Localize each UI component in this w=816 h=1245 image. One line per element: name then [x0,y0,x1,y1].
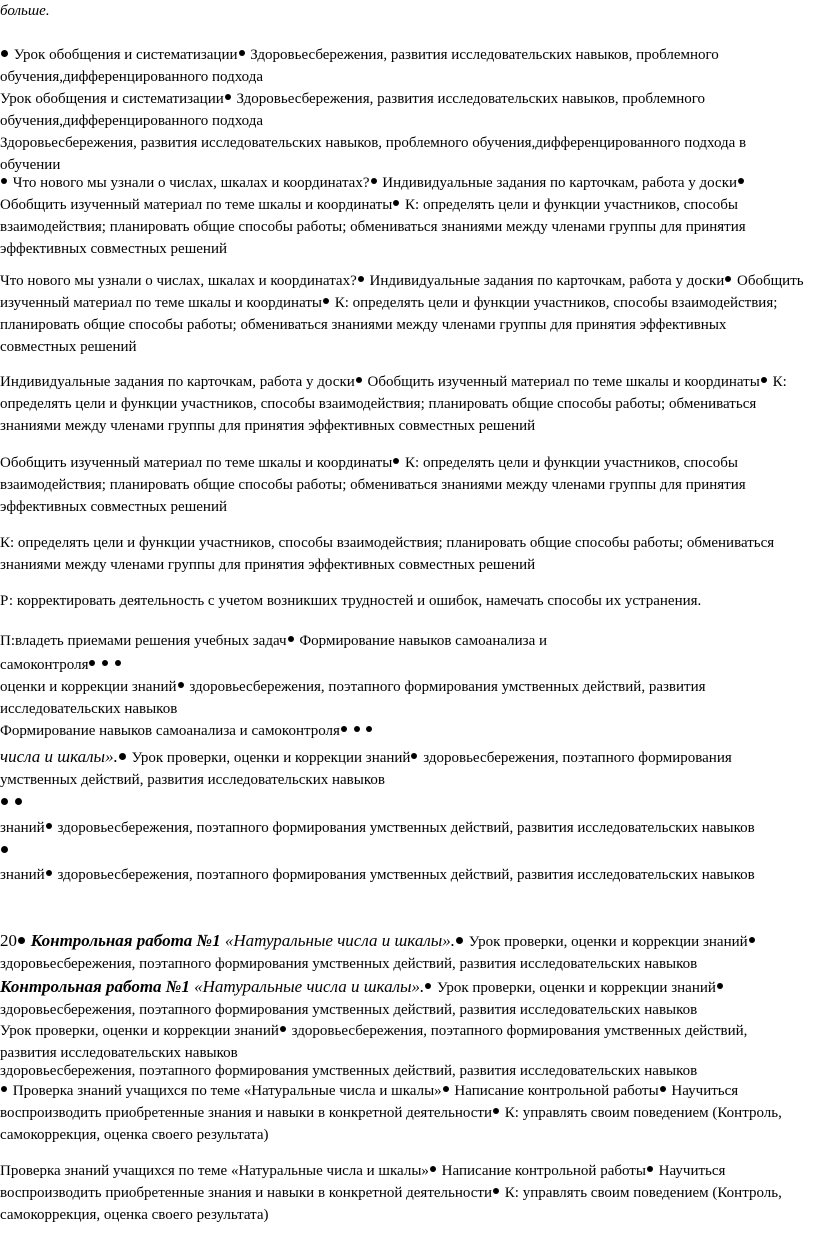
paragraph [0,270,804,358]
bullet-icon [1,178,7,184]
bullet-icon [119,753,126,760]
text: Формирование навыков самоанализа и [299,633,548,649]
paragraph [0,720,804,742]
bullet-icon [102,660,108,666]
text: Что нового мы узнали о числах, шкалах и координатах? [0,273,357,289]
text: оценки и коррекции знаний [0,679,177,695]
text: Обобщить изученный материал по теме шкалы и координаты [0,273,804,311]
paragraph [0,1020,804,1064]
bullet-icon [341,726,347,732]
text: П:владеть приемами решения учебных задач [0,633,287,649]
text: К: определять цели и функции участников, способы взаимодействия; планировать общие способы работы; обмениваться знаниями между членами группы для принятия эффективных совместных решений [0,374,787,434]
text: Контрольная работа №1 [0,977,190,996]
text: Обобщить изученный материал по теме шкалы и координаты [367,374,760,390]
text: самоконтроля [0,657,89,673]
text: Здоровьесбережения, развития исследовательских навыков, проблемного обучения,дифференцированного подхода [0,91,706,129]
bullet-icon [443,1086,449,1092]
text: Урок проверки, оценки и коррекции знаний [468,934,748,950]
text: здоровьесбережения, поэтапного формирования умственных действий, развития исследовательских навыков [0,1002,698,1018]
paragraph [0,930,804,975]
bullet-icon [225,94,231,100]
text: Написание контрольной работы [454,1083,659,1099]
paragraph [0,88,804,132]
text: Урок проверки, оценки и коррекции знаний [437,980,716,996]
text: Формирование навыков самоанализа и самоконтроля [0,723,340,739]
paragraph [0,840,804,862]
text: К: управлять своим поведением (Контроль, самокоррекция, оценка своего результата) [0,1185,782,1223]
text: Обобщить изученный материал по теме шкалы и координаты [0,197,393,213]
paragraph [0,864,804,886]
bullet-icon [393,200,399,206]
text: К: определять цели и функции участников, способы взаимодействия; планировать общие способы работы; обмениваться знаниями между членами группы для принятия эффективных совместных решений [0,455,746,515]
bullet-icon [430,1166,436,1172]
bullet-icon [456,937,463,944]
bullet-icon [15,798,22,805]
paragraph [0,532,804,576]
paragraph [0,746,804,791]
row-number: 20 [0,931,17,950]
bullet-icon [749,937,755,943]
bullet-icon [393,458,399,464]
text: знаний [0,820,45,836]
text: здоровьесбережения, поэтапного формирования умственных действий, развития исследовательских навыков [0,1023,748,1061]
text: Здоровьесбережения, развития исследовательских навыков, проблемного обучения,дифференцированного подхода в обучении [0,135,747,173]
text: Научиться воспроизводить приобретенные знания и навыки в конкретной деятельности [0,1163,726,1201]
bullet-icon [493,1188,499,1194]
text: К: определять цели и функции участников, способы взаимодействия; планировать общие способы работы; обмениваться знаниями между членами группы для принятия эффективных совместных решений [0,535,775,573]
paragraph [0,44,804,88]
paragraph [0,371,804,437]
bullet-icon [1,798,8,805]
bullet-icon [366,726,372,732]
bullet-icon [358,276,364,282]
bullet-icon [239,50,245,56]
bullet-icon [1,1086,7,1092]
text: здоровьесбережения, поэтапного формирования умственных действий, развития исследовательских навыков [0,679,706,717]
text: К: определять цели и функции участников, способы взаимодействия; планировать общие способы работы; обмениваться знаниями между членами группы для принятия эффективных совместных решений [0,197,746,257]
text: знаний [0,867,45,883]
paragraph [0,976,804,1021]
bullet-icon [323,298,329,304]
bullet-icon [717,983,723,989]
bullet-icon [89,660,95,666]
bullet-icon [425,983,431,989]
text: «Натуральные числа и шкалы». [220,931,456,950]
text: числа и шкалы». [0,747,118,766]
text: К: определять цели и функции участников, способы взаимодействия; планировать общие способы работы; обмениваться знаниями между членами группы для принятия эффективных совместных решений [0,295,778,355]
bullet-icon [288,636,294,642]
bullet-icon [46,870,52,876]
bullet-icon [354,726,360,732]
text: Здоровьесбережения, развития исследовательских навыков, проблемного обучения,дифференцированного подхода [0,47,719,85]
bullet-icon [647,1166,653,1172]
text: Научиться воспроизводить приобретенные знания и навыки в конкретной деятельности [0,1083,739,1121]
text: больше. [0,3,50,19]
bullet-icon [178,682,184,688]
bullet-icon [1,846,8,853]
bullet-icon [356,377,362,383]
text: Индивидуальные задания по карточкам, работа у доски [369,273,725,289]
text: Написание контрольной работы [441,1163,646,1179]
text: Что нового мы узнали о числах, шкалах и координатах? [12,175,370,191]
paragraph [0,1080,804,1146]
paragraph [0,590,804,612]
paragraph [0,172,804,260]
paragraph [0,817,804,839]
text: здоровьесбережения, поэтапного формирования умственных действий, развития исследовательских навыков [0,750,732,788]
bullet-icon [1,50,8,57]
paragraph-ending [0,0,804,22]
text: Проверка знаний учащихся по теме «Натуральные числа и шкалы» [0,1163,429,1179]
text: Урок обобщения и систематизации [13,47,238,63]
text: Урок проверки, оценки и коррекции знаний [0,1023,279,1039]
text: здоровьесбережения, поэтапного формирования умственных действий, развития исследовательских навыков [57,867,755,883]
bullet-icon [280,1026,286,1032]
text: здоровьесбережения, поэтапного формирования умственных действий, развития исследовательских навыков [57,820,755,836]
bullet-icon [725,276,731,282]
paragraph [0,452,804,518]
text: Индивидуальные задания по карточкам, работа у доски [0,374,355,390]
text: Обобщить изученный материал по теме шкалы и координаты [0,455,393,471]
paragraph [0,1060,804,1082]
text: здоровьесбережения, поэтапного формирования умственных действий, развития исследовательских навыков [0,956,698,972]
bullet-icon [46,823,52,829]
bullet-icon [18,937,25,944]
text: «Натуральные числа и шкалы». [189,977,425,996]
text: К: управлять своим поведением (Контроль, самокоррекция, оценка своего результата) [0,1105,782,1143]
paragraph [0,676,804,720]
paragraph [0,132,804,176]
bullet-icon [115,660,121,666]
text: здоровьесбережения, поэтапного формирования умственных действий, развития исследовательских навыков [0,1063,698,1079]
bullet-icon [660,1086,666,1092]
bullet-icon [738,178,744,184]
bullet-icon [761,377,767,383]
text: Урок проверки, оценки и коррекции знаний [131,750,411,766]
bullet-icon [371,178,377,184]
text: Р: корректировать деятельность с учетом возникших трудностей и ошибок, намечать способы их устранения. [0,593,702,609]
paragraph [0,1160,804,1226]
paragraph [0,792,804,814]
text: Индивидуальные задания по карточкам, работа у доски [382,175,738,191]
paragraph [0,630,804,652]
bullet-icon [411,753,417,759]
bullet-icon [493,1108,499,1114]
text: Контрольная работа №1 [30,931,221,950]
text: Урок обобщения и систематизации [0,91,224,107]
paragraph [0,654,804,676]
text: Проверка знаний учащихся по теме «Натуральные числа и шкалы» [12,1083,442,1099]
